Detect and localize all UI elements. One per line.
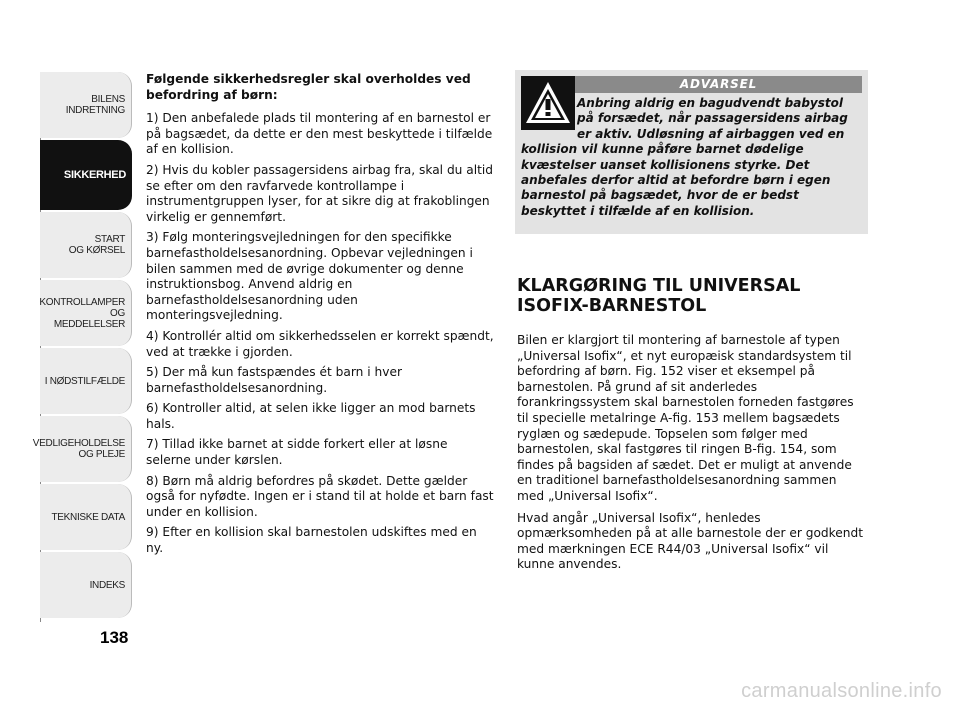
isofix-column — [517, 333, 867, 579]
warning-text-block — [521, 96, 862, 219]
tab-start-og-korsel[interactable]: START OG KØRSEL — [40, 212, 132, 278]
tab-kontrollamper[interactable]: KONTROLLAMPER OG MEDDELELSER — [40, 280, 132, 346]
rule-item: 8) Børn må aldrig befordres på skødet. Dette gælder også for nyfødte. Ingen er i stand til at holde et barn fast under en kollision. — [146, 473, 494, 519]
page-number: 138 — [100, 628, 129, 647]
tab-i-nodstilfaelde[interactable]: I NØDSTILFÆLDE — [40, 348, 132, 414]
rule-item: 1) Den anbefalede plads til montering af en barnestol er på bagsædet, da dette er den mest beskyttede i tilfælde af en kollision. — [146, 111, 493, 157]
tab-sikkerhed[interactable]: SIKKERHED — [40, 140, 132, 210]
rules-intro: Følgende sikkerhedsregler skal overholdes ved befordring af børn: — [146, 72, 471, 102]
rule-item: 5) Der må kun fastspændes ét barn i hver barnefastholdelsesanordning. — [146, 365, 402, 395]
rule-item: 3) Følg monteringsvejledningen for den specifikke barnefastholdelsesanordning. Opbevar vejledningen i bilen sammen med de øvrige dokumenter og denne instruktionsbog. Anvend aldrig en barnefastholdelsesanordning uden monteringsvejledning. — [146, 230, 473, 323]
tab-bilens-indretning[interactable]: BILENS INDRETNING — [40, 72, 132, 138]
warning-title: ADVARSEL — [575, 76, 862, 93]
rule-item: 7) Tillad ikke barnet at sidde forkert eller at løsne selerne under kørslen. — [146, 437, 448, 468]
rule-item: 9) Efter en kollision skal barnestolen udskiftes med en ny. — [146, 525, 477, 556]
rule-item: 6) Kontroller altid, at selen ikke ligger an mod barnets hals. — [146, 401, 476, 431]
section-title: KLARGØRING TIL UNIVERSAL ISOFIX-BARNESTOL — [517, 276, 801, 316]
paragraph: Hvad angår „Universal Isofix“, henledes opmærksomheden på at alle barnestole der er godkendt med mærkningen ECE R44/03 „Universal Isofix“ vil kunne anvendes. — [517, 510, 864, 572]
tab-vedligeholdelse[interactable]: VEDLIGEHOLDELSE OG PLEJE — [40, 416, 132, 482]
tab-indeks[interactable]: INDEKS — [40, 552, 132, 618]
tab-tekniske-data[interactable]: TEKNISKE DATA — [40, 484, 132, 550]
warning-text: Anbring aldrig en bagudvendt babystol på forsædet, når passagersidens airbag er aktiv. Udløsning af airbaggen ved en kollision vil kunne påføre barnet dødelige kvæstelser uanset kollisionens styrke. Det anbefales derfor altid at befordre børn i egen barnestol på bagsædet, hvor de er bedst beskyttet i tilfælde af en kollision. — [521, 96, 848, 218]
rule-item: 4) Kontrollér altid om sikkerhedsselen er korrekt spændt, ved at trække i gjorden. — [146, 328, 494, 359]
paragraph: Bilen er klargjort til montering af barnestole af typen „Universal Isofix“, et nyt europæisk standardsystem til befordring af børn. Fig. 152 viser et eksempel på barnestolen. På grund af sit anderledes forankringssystem skal barnestolen forneden fastgøres til specielle metalringe A-fig. 153 mellem bagsædets ryglæn og sædepude. Topselen som følger med barnestolen, skal fastgøres til ringen B-fig. 154, som findes på bagsiden af sædet. Det er muligt at anvende en traditionel barnefastholdelsesanordning sammen med „Universal Isofix“. — [517, 333, 854, 503]
watermark: carmanualsonline.info — [741, 680, 942, 702]
safety-rules-column — [146, 72, 496, 562]
rule-item: 2) Hvis du kobler passagersidens airbag fra, skal du altid se efter om den ravfarvede kontrollampe i instrumentgruppen lyser, for at sikre dig at frakoblingen virkelig er gennemført. — [146, 162, 494, 224]
warning-box — [515, 70, 868, 234]
